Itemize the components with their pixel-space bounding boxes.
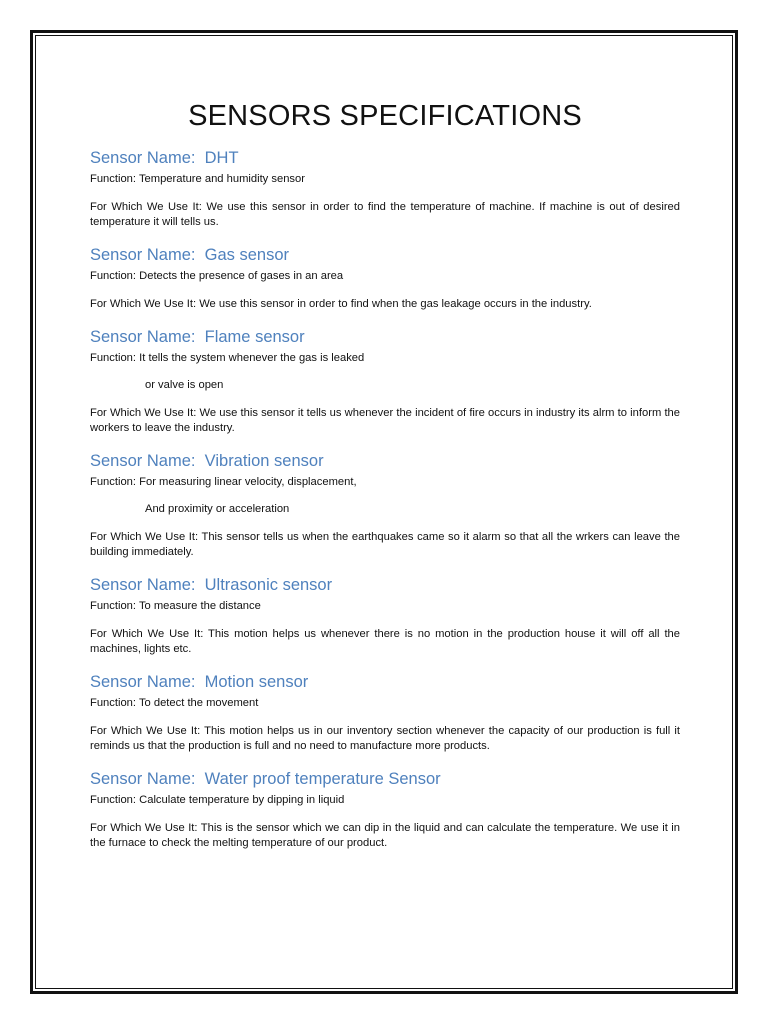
- sensor-heading: [90, 769, 680, 789]
- sensor-block-motion: [90, 672, 680, 754]
- function-prefix: Function:: [90, 600, 139, 612]
- sensor-use: For Which We Use It: We use this sensor in order to find the temperature of machine. If machine is out of desired temperature it will tells us.: [90, 201, 680, 228]
- sensor-name: Vibration sensor: [204, 452, 324, 470]
- function-text: To detect the movement: [138, 697, 259, 709]
- sensor-name: Motion sensor: [204, 673, 309, 691]
- sensor-heading-prefix: Sensor Name:: [90, 576, 205, 594]
- sensor-heading: [90, 672, 680, 692]
- sensor-heading-prefix: Sensor Name:: [90, 328, 205, 346]
- sensor-function: [90, 269, 680, 284]
- sensor-name: DHT: [204, 149, 239, 167]
- sensor-heading-prefix: Sensor Name:: [90, 452, 205, 470]
- sensor-heading-prefix: Sensor Name:: [90, 149, 205, 167]
- sensor-function: [90, 475, 680, 490]
- sensor-heading: [90, 327, 680, 347]
- function-text: To measure the distance: [138, 600, 261, 612]
- function-text: For measuring linear velocity, displacement,: [139, 476, 357, 488]
- sensor-use: For Which We Use It: This is the sensor which we can dip in the liquid and can calculate the temperature. We use it in the furnace to check the melting temperature of our product.: [90, 822, 680, 849]
- sensor-use: For Which We Use It: We use this sensor in order to find when the gas leakage occurs in the industry.: [90, 298, 592, 310]
- sensor-use: For Which We Use It: This motion helps us in our inventory section whenever the capacity of our production is full it reminds us that the production is full and no need to manufacture more products.: [90, 725, 680, 752]
- sensor-function: [90, 696, 680, 711]
- sensor-function: [90, 599, 680, 614]
- sensor-block-gas: [90, 245, 680, 312]
- sensor-name: Ultrasonic sensor: [204, 576, 333, 594]
- sensor-name: Gas sensor: [204, 246, 290, 264]
- sensor-name: Flame sensor: [204, 328, 305, 346]
- sensor-use: For Which We Use It: This sensor tells us when the earthquakes came so it alarm so that all the wrkers can leave the building immediately.: [90, 531, 680, 558]
- page-title: SENSORS SPECIFICATIONS: [188, 100, 582, 132]
- sensor-heading-prefix: Sensor Name:: [90, 770, 205, 788]
- sensor-heading: [90, 148, 680, 168]
- function-prefix: Function:: [90, 697, 139, 709]
- sensor-function: [90, 793, 680, 808]
- sensor-function-continued: or valve is open: [145, 379, 224, 391]
- sensor-heading: [90, 451, 680, 471]
- sensor-use: For Which We Use It: This motion helps us whenever there is no motion in the production house it will off all the machines, lights etc.: [90, 628, 680, 655]
- sensor-block-vibration: [90, 451, 680, 560]
- function-prefix: Function:: [90, 173, 139, 185]
- sensor-block-water-proof-temperature: [90, 769, 680, 851]
- function-text: Temperature and humidity sensor: [138, 173, 305, 185]
- document-body: [90, 96, 680, 866]
- function-text: Calculate temperature by dipping in liquid: [139, 794, 345, 806]
- function-prefix: Function:: [90, 476, 140, 488]
- sensor-block-ultrasonic: [90, 575, 680, 657]
- sensor-heading-prefix: Sensor Name:: [90, 673, 205, 691]
- function-text: Detects the presence of gases in an area: [139, 270, 344, 282]
- sensor-function-continued: And proximity or acceleration: [145, 503, 290, 515]
- sensor-function: [90, 172, 680, 187]
- function-text: It tells the system whenever the gas is leaked: [139, 352, 365, 364]
- sensor-heading-prefix: Sensor Name:: [90, 246, 205, 264]
- sensor-name: Water proof temperature Sensor: [204, 770, 441, 788]
- sensor-heading: [90, 245, 680, 265]
- sensor-use: For Which We Use It: We use this sensor it tells us whenever the incident of fire occurs in industry its alrm to inform the workers to leave the industry.: [90, 407, 680, 434]
- sensor-function: [90, 351, 680, 366]
- sensor-block-dht: [90, 148, 680, 230]
- sensor-heading: [90, 575, 680, 595]
- function-prefix: Function:: [90, 794, 140, 806]
- function-prefix: Function:: [90, 352, 140, 364]
- sensor-block-flame: [90, 327, 680, 436]
- function-prefix: Function:: [90, 270, 140, 282]
